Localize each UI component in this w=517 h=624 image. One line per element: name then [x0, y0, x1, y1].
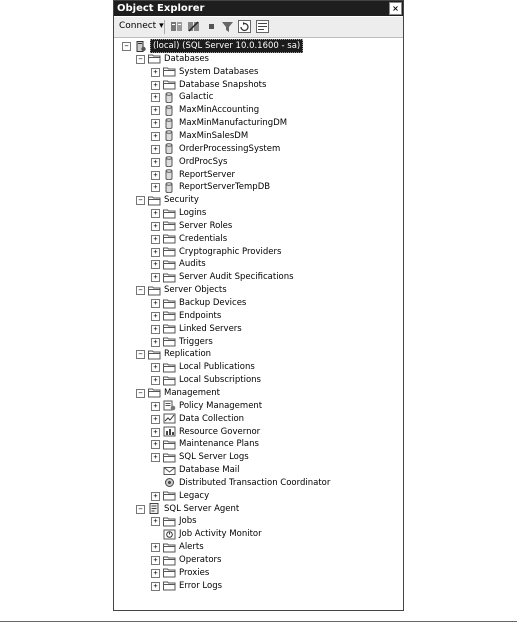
- tree-node-label: Policy Management: [179, 400, 263, 411]
- tree-node-label: Database Snapshots: [179, 79, 267, 90]
- tree-node-audits[interactable]: [114, 258, 403, 270]
- folder-icon: [163, 490, 176, 501]
- expand-icon[interactable]: +: [151, 428, 160, 437]
- disconnect-icon[interactable]: [187, 20, 200, 33]
- expand-icon[interactable]: +: [151, 93, 160, 102]
- tree-node-logins[interactable]: [114, 207, 403, 219]
- folder-icon: [148, 387, 161, 398]
- summary-icon[interactable]: [256, 20, 269, 33]
- tree-node-maxminaccounting[interactable]: [114, 104, 403, 116]
- tree-node-system-databases[interactable]: [114, 66, 403, 78]
- expand-icon[interactable]: +: [151, 363, 160, 372]
- tree-node-label: Credentials: [179, 233, 228, 244]
- expand-icon[interactable]: +: [151, 492, 160, 501]
- tree-node-label: Backup Devices: [179, 298, 247, 308]
- database-icon: [163, 92, 176, 103]
- folder-icon: [148, 285, 161, 296]
- tree-node-ordprocsys[interactable]: [114, 156, 403, 168]
- tree-node-backup-devices[interactable]: [114, 297, 403, 309]
- tree-node-label: Local Publications: [179, 362, 255, 373]
- tree-node-maintenance-plans[interactable]: [114, 438, 403, 450]
- folder-icon: [148, 53, 161, 64]
- folder-icon: [148, 349, 161, 360]
- tree-node-label: Cryptographic Providers: [179, 246, 282, 257]
- object-explorer-panel: [113, 0, 404, 611]
- tree-node-label: Database Mail: [179, 465, 240, 476]
- folder-icon: [163, 375, 176, 386]
- data-collection-icon: [163, 413, 176, 424]
- tree-node-policy-management[interactable]: [114, 400, 403, 412]
- expand-icon[interactable]: +: [151, 183, 160, 192]
- tree-node-label: Alerts: [179, 542, 204, 553]
- connect-button[interactable]: [119, 20, 164, 33]
- tree-node-legacy[interactable]: [114, 490, 403, 502]
- expand-icon[interactable]: +: [151, 235, 160, 244]
- tree-node-credentials[interactable]: [114, 233, 403, 245]
- tree-node-label: Endpoints: [179, 310, 222, 321]
- database-icon: [163, 118, 176, 129]
- tree-node-endpoints[interactable]: [114, 310, 403, 322]
- tree-node-local-subscriptions[interactable]: [114, 374, 403, 386]
- database-icon: [163, 156, 176, 167]
- database-icon: [163, 169, 176, 180]
- tree-node-database-mail[interactable]: [114, 464, 403, 476]
- expand-icon[interactable]: +: [151, 312, 160, 321]
- tree-node-triggers[interactable]: [114, 336, 403, 348]
- tree-node-label: Audits: [179, 259, 206, 270]
- database-icon: [163, 143, 176, 154]
- folder-icon: [163, 246, 176, 257]
- collapse-icon[interactable]: −: [136, 196, 145, 205]
- folder-icon: [163, 298, 176, 309]
- database-icon: [163, 130, 176, 141]
- tree-node-label: SQL Server Agent: [164, 503, 240, 514]
- tree-node-label: Data Collection: [179, 413, 245, 424]
- object-tree: [114, 38, 403, 610]
- connect-label: Connect: [119, 21, 157, 31]
- folder-icon: [163, 439, 176, 450]
- expand-icon[interactable]: +: [151, 171, 160, 180]
- tree-node-label: Server Objects: [164, 285, 227, 296]
- folder-icon: [163, 272, 176, 283]
- tree-node-label: Logins: [179, 208, 207, 219]
- database-icon: [163, 105, 176, 116]
- toolbar-separator: [164, 20, 165, 34]
- database-mail-icon: [163, 465, 176, 476]
- expand-icon[interactable]: +: [151, 517, 160, 526]
- tree-node-label: Replication: [164, 349, 212, 360]
- tree-node-operators[interactable]: [114, 554, 403, 566]
- expand-icon[interactable]: +: [151, 145, 160, 154]
- expand-icon[interactable]: +: [151, 222, 160, 231]
- tree-node-server-objects[interactable]: [114, 284, 403, 296]
- expand-icon[interactable]: +: [151, 453, 160, 462]
- tree-node-label: Distributed Transaction Coordinator: [179, 477, 331, 488]
- expand-icon[interactable]: +: [151, 209, 160, 218]
- expand-icon[interactable]: +: [151, 402, 160, 411]
- server-icon: [134, 41, 147, 52]
- folder-icon: [163, 336, 176, 347]
- toolbar: [114, 17, 403, 38]
- folder-icon: [163, 220, 176, 231]
- expand-icon[interactable]: +: [151, 273, 160, 282]
- folder-icon: [163, 66, 176, 77]
- tree-node-security[interactable]: [114, 194, 403, 206]
- expand-icon[interactable]: +: [151, 338, 160, 347]
- tree-node-alerts[interactable]: [114, 541, 403, 553]
- expand-icon[interactable]: +: [151, 569, 160, 578]
- expand-icon[interactable]: +: [151, 81, 160, 90]
- tree-node-resource-governor[interactable]: [114, 426, 403, 438]
- policy-icon: [163, 400, 176, 411]
- expand-icon[interactable]: +: [151, 299, 160, 308]
- expand-icon[interactable]: +: [151, 158, 160, 167]
- tree-node-data-collection[interactable]: [114, 413, 403, 425]
- tree-node-label: Triggers: [179, 336, 213, 347]
- tree-node-reportservertempdb[interactable]: [114, 181, 403, 193]
- collapse-icon[interactable]: −: [136, 350, 145, 359]
- folder-icon: [163, 567, 176, 578]
- tree-node-server-audit-specifications[interactable]: [114, 271, 403, 283]
- expand-icon[interactable]: +: [151, 260, 160, 269]
- expand-icon[interactable]: +: [151, 119, 160, 128]
- tree-node-local-sql-server-10-0-1600-sa[interactable]: [114, 40, 403, 52]
- folder-icon: [163, 542, 176, 553]
- tree-node-label: Resource Governor: [179, 426, 261, 437]
- tree-node-reportserver[interactable]: [114, 169, 403, 181]
- collapse-icon[interactable]: −: [136, 286, 145, 295]
- tree-node-cryptographic-providers[interactable]: [114, 246, 403, 258]
- folder-icon: [163, 580, 176, 591]
- collapse-icon[interactable]: −: [136, 55, 145, 64]
- tree-node-error-logs[interactable]: [114, 580, 403, 592]
- tree-node-label: Server Audit Specifications: [179, 272, 294, 283]
- folder-icon: [163, 208, 176, 219]
- tree-node-orderprocessingsystem[interactable]: [114, 143, 403, 155]
- tree-node-label: (local) (SQL Server 10.0.1600 - sa): [150, 39, 303, 53]
- tree-node-label: Linked Servers: [179, 323, 242, 334]
- tree-node-label: Databases: [164, 53, 209, 64]
- expand-icon[interactable]: +: [151, 543, 160, 552]
- expand-icon[interactable]: +: [151, 415, 160, 424]
- expand-icon[interactable]: +: [151, 556, 160, 565]
- tree-node-label: Proxies: [179, 567, 210, 578]
- tree-node-distributed-transaction-coordinator[interactable]: [114, 477, 403, 489]
- close-icon[interactable]: ×: [389, 2, 402, 15]
- tree-node-label: Security: [164, 195, 199, 206]
- resource-governor-icon: [163, 426, 176, 437]
- database-icon: [163, 182, 176, 193]
- tree-node-replication[interactable]: [114, 348, 403, 360]
- expand-icon[interactable]: +: [151, 582, 160, 591]
- tree-node-label: Local Subscriptions: [179, 375, 261, 386]
- panel-title: Object Explorer: [117, 3, 205, 14]
- refresh-icon[interactable]: [238, 20, 251, 33]
- agent-icon: [148, 503, 161, 514]
- tree-node-label: Server Roles: [179, 220, 233, 231]
- tree-node-maxminsalesdm[interactable]: [114, 130, 403, 142]
- dtc-icon: [163, 477, 176, 488]
- tree-node-job-activity-monitor[interactable]: [114, 528, 403, 540]
- filter-icon[interactable]: [221, 20, 234, 33]
- tree-node-label: ReportServer: [179, 169, 236, 180]
- tree-node-databases[interactable]: [114, 53, 403, 65]
- tree-node-local-publications[interactable]: [114, 361, 403, 373]
- tree-node-label: Operators: [179, 555, 222, 565]
- tree-node-jobs[interactable]: [114, 515, 403, 527]
- tree-node-maxminmanufacturingdm[interactable]: [114, 117, 403, 129]
- tree-node-label: Legacy: [179, 490, 210, 501]
- expand-icon[interactable]: +: [151, 325, 160, 334]
- folder-icon: [163, 555, 176, 566]
- tree-node-server-roles[interactable]: [114, 220, 403, 232]
- folder-icon: [163, 233, 176, 244]
- folder-icon: [163, 323, 176, 334]
- folder-icon: [163, 259, 176, 270]
- tree-node-label: Error Logs: [179, 580, 223, 591]
- tree-node-linked-servers[interactable]: [114, 323, 403, 335]
- folder-icon: [163, 362, 176, 373]
- tree-node-proxies[interactable]: [114, 567, 403, 579]
- register-icon[interactable]: [170, 20, 183, 33]
- collapse-icon[interactable]: −: [136, 389, 145, 398]
- expand-icon[interactable]: +: [151, 248, 160, 257]
- tree-node-label: Jobs: [179, 516, 197, 527]
- folder-icon: [163, 452, 176, 463]
- folder-icon: [163, 79, 176, 90]
- expand-icon[interactable]: +: [151, 106, 160, 115]
- tree-node-database-snapshots[interactable]: [114, 79, 403, 91]
- tree-node-label: SQL Server Logs: [179, 452, 249, 463]
- tree-node-galactic[interactable]: [114, 91, 403, 103]
- expand-icon[interactable]: +: [151, 376, 160, 385]
- expand-icon[interactable]: +: [151, 440, 160, 449]
- tree-node-label: ReportServerTempDB: [179, 182, 271, 193]
- tree-node-label: Management: [164, 387, 220, 398]
- tree-node-label: MaxMinSalesDM: [179, 130, 249, 141]
- chevron-down-icon: ▾: [159, 21, 164, 31]
- panel-title-bar: [114, 1, 403, 16]
- folder-icon: [163, 310, 176, 321]
- tree-node-label: MaxMinManufacturingDM: [179, 118, 288, 129]
- tree-node-sql-server-agent[interactable]: [114, 503, 403, 515]
- tree-node-label: System Databases: [179, 66, 259, 77]
- job-monitor-icon: [163, 529, 176, 540]
- tree-node-label: Galactic: [179, 92, 214, 103]
- tree-node-sql-server-logs[interactable]: [114, 451, 403, 463]
- expand-icon[interactable]: +: [151, 68, 160, 77]
- tree-node-management[interactable]: [114, 387, 403, 399]
- folder-icon: [163, 516, 176, 527]
- expand-icon[interactable]: +: [151, 132, 160, 141]
- tree-node-label: OrdProcSys: [179, 156, 228, 167]
- collapse-icon[interactable]: −: [136, 505, 145, 514]
- tree-node-label: OrderProcessingSystem: [179, 143, 281, 154]
- tree-node-label: MaxMinAccounting: [179, 105, 260, 116]
- divider: [0, 621, 517, 622]
- stop-icon[interactable]: [205, 20, 218, 33]
- tree-node-label: Maintenance Plans: [179, 439, 259, 450]
- collapse-icon[interactable]: −: [122, 42, 131, 51]
- tree-node-label: Job Activity Monitor: [179, 529, 262, 540]
- folder-icon: [148, 195, 161, 206]
